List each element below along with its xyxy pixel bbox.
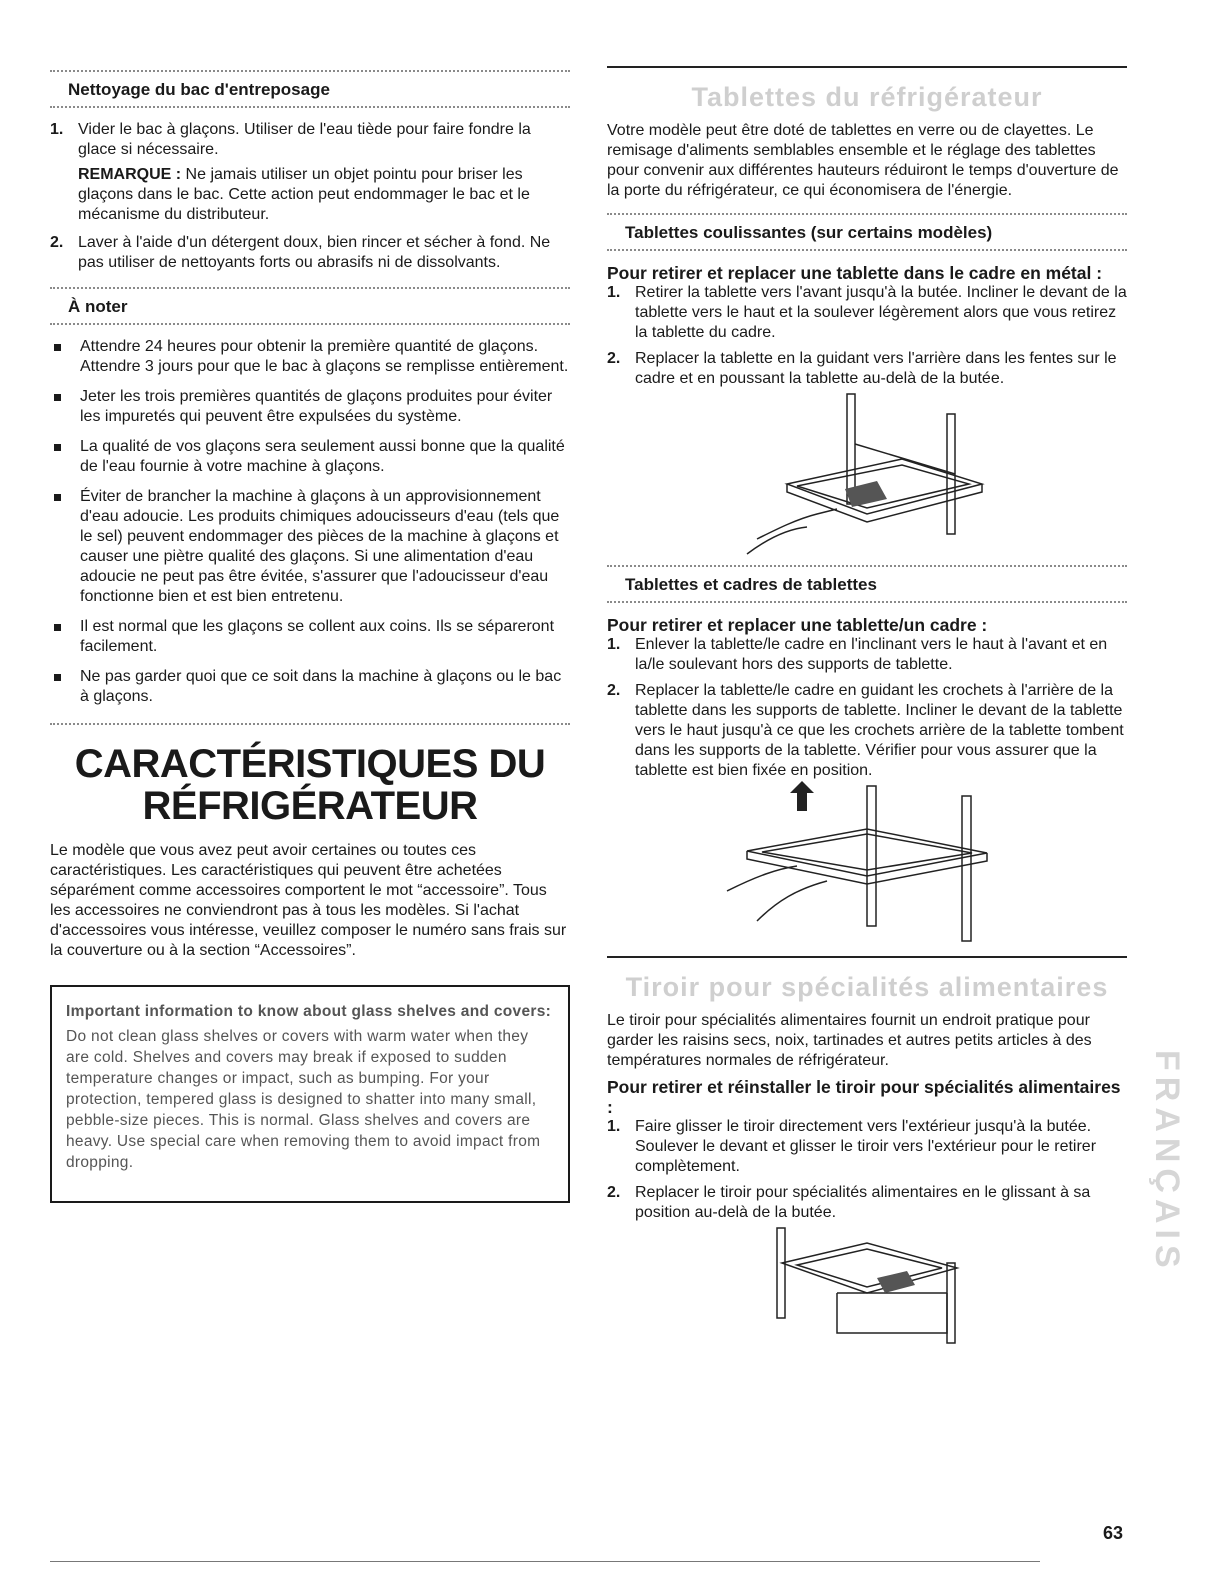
shelf-frame-illustration <box>717 781 1017 946</box>
step-item: 2. Laver à l'aide d'un détergent doux, bien rincer et sécher à fond. Ne pas utiliser de nettoyants forts ou abrasifs ni de dissolvants. <box>50 234 551 271</box>
frames-heading: Tablettes et cadres de tablettes <box>625 575 877 594</box>
list-item: Il est normal que les glaçons se collent aux coins. Ils se sépareront facilement. <box>50 617 570 657</box>
sliding-heading: Tablettes coulissantes (sur certains modèles) <box>625 223 993 242</box>
section-divider <box>607 601 1127 603</box>
drawer-procedure: Pour retirer et réinstaller le tiroir pour spécialités alimentaires : <box>607 1077 1121 1117</box>
frames-steps <box>607 635 1127 781</box>
features-intro: Le modèle que vous avez peut avoir certaines ou toutes ces caractéristiques. Les caractéristiques qui peuvent être achetées séparément comme accessoires comportent le mot “accessoire”. Tous les accessoires ne conviendront pas à tous les modèles. Si l'achat d'accessoires vous intéresse, veuillez composer le numéro sans frais sur la couverture ou à la section “Accessoires”. <box>50 842 567 959</box>
bullet-icon <box>54 494 61 501</box>
bullet-icon <box>54 344 61 351</box>
drawer-intro: Le tiroir pour spécialités alimentaires fournit un endroit pratique pour garder les raisins secs, noix, tartinades et autres petits articles à des températures normales de réfrigérateur. <box>607 1012 1092 1069</box>
section-divider <box>50 106 570 108</box>
bullet-icon <box>54 624 61 631</box>
bottom-rule <box>50 1561 1040 1562</box>
remark: REMARQUE : Ne jamais utiliser un objet pointu pour briser les glaçons dans le bac. Cette action peut endommager le bac et le mécanisme du distributeur. <box>78 166 530 223</box>
list-item: Jeter les trois premières quantités de glaçons produites pour éviter les impuretés qui peuvent être expulsées du système. <box>50 387 570 427</box>
drawer-steps <box>607 1117 1127 1223</box>
sliding-steps <box>607 283 1127 389</box>
section-divider <box>50 723 570 725</box>
shelves-intro: Votre modèle peut être doté de tablettes en verre ou de clayettes. Le remisage d'aliments semblables ensemble et le réglage des tablettes pour convenir aux différentes hauteurs réduiront le temps d'ouverture de la porte du réfrigérateur, ce qui économisera de l'énergie. <box>607 122 1119 199</box>
sliding-shelf-illustration <box>727 389 1007 559</box>
list-item: Ne pas garder quoi que ce soit dans la machine à glaçons ou le bac à glaçons. <box>50 667 570 707</box>
step-item: 1. Retirer la tablette vers l'avant jusqu'à la butée. Incliner le devant de la tablette vers le haut et la soulever légèrement alors que vous retirez la tablette du cadre. <box>607 284 1127 341</box>
cleaning-heading: Nettoyage du bac d'entreposage <box>68 80 330 99</box>
shelves-title: Tablettes du réfrigérateur <box>691 82 1043 112</box>
language-side-tab: FRANÇAIS <box>1148 1050 1186 1274</box>
section-divider <box>607 249 1127 251</box>
step-item: 1. Vider le bac à glaçons. Utiliser de l'eau tiède pour faire fondre la glace si nécessaire. REMARQUE : Ne jamais utiliser un objet pointu pour briser les glaçons dans le bac. Cette action peut endommager le bac et le mécanisme du distributeur. <box>50 120 570 225</box>
section-rule <box>607 66 1127 68</box>
features-title: CARACTÉRISTIQUES DU RÉFRIGÉRATEUR <box>74 742 546 828</box>
frames-procedure: Pour retirer et replacer une tablette/un cadre : <box>607 615 988 635</box>
drawer-title: Tiroir pour spécialités alimentaires <box>625 972 1109 1002</box>
list-item: La qualité de vos glaçons sera seulement aussi bonne que la qualité de l'eau fournie à votre machine à glaçons. <box>50 437 570 477</box>
step-item: 2. Replacer la tablette en la guidant vers l'arrière dans les fentes sur le cadre et en poussant la tablette au-delà de la butée. <box>607 350 1117 387</box>
glass-warning-box <box>50 985 570 1203</box>
bullet-icon <box>54 674 61 681</box>
list-item: Éviter de brancher la machine à glaçons à un approvisionnement d'eau adoucie. Les produits chimiques adoucisseurs d'eau (tels que le sel) peuvent endommager des pièces de la machine à glaçons et causer une piètre qualité des glaçons. Si une alimentation d'eau adoucie ne peut pas être évitée, s'assurer que l'adoucisseur d'eau fonctionne bien et est bien entretenu. <box>50 487 570 607</box>
bullet-icon <box>54 444 61 451</box>
right-column <box>607 66 1127 1348</box>
note-heading: À noter <box>68 297 128 316</box>
left-column <box>50 70 570 1203</box>
step-item: 1. Faire glisser le tiroir directement vers l'extérieur jusqu'à la butée. Soulever le devant et glisser le tiroir vers l'extérieur pour le retirer complètement. <box>607 1118 1097 1175</box>
step-item: 2. Replacer la tablette/le cadre en guidant les crochets à l'arrière de la tablette dans les supports de tablette. Incliner le devant de la tablette vers le haut jusqu'à ce que les crochets arrière de la tablette tombent dans les supports de la tablette. Vérifier pour vous assurer que la tablette est bien fixée en position. <box>607 682 1124 779</box>
warning-title: Important information to know about glass shelves and covers: <box>66 1003 552 1020</box>
page-number: 63 <box>1103 1523 1124 1543</box>
sliding-procedure: Pour retirer et replacer une tablette dans le cadre en métal : <box>607 263 1103 283</box>
drawer-illustration <box>737 1223 997 1348</box>
section-rule <box>607 956 1127 958</box>
bullet-icon <box>54 394 61 401</box>
step-item: 1. Enlever la tablette/le cadre en l'inclinant vers le haut à l'avant et en la/le soulevant hors des supports de tablette. <box>607 636 1108 673</box>
warning-text: Do not clean glass shelves or covers with warm water when they are cold. Shelves and covers may break if exposed to sudden temperature changes or impact, such as bumping. For your protection, tempered glass is designed to shatter into many small, pebble-size pieces. This is normal. Glass shelves and covers are heavy. Use special care when removing them to avoid impact from dropping. <box>66 1028 541 1171</box>
note-list <box>50 337 570 707</box>
step-item: 2. Replacer le tiroir pour spécialités alimentaires en le glissant à sa position au-delà de la butée. <box>607 1184 1091 1221</box>
cleaning-steps <box>50 120 570 273</box>
section-divider <box>50 323 570 325</box>
list-item: Attendre 24 heures pour obtenir la première quantité de glaçons. Attendre 3 jours pour que le bac à glaçons se remplisse entièrement. <box>50 337 570 377</box>
